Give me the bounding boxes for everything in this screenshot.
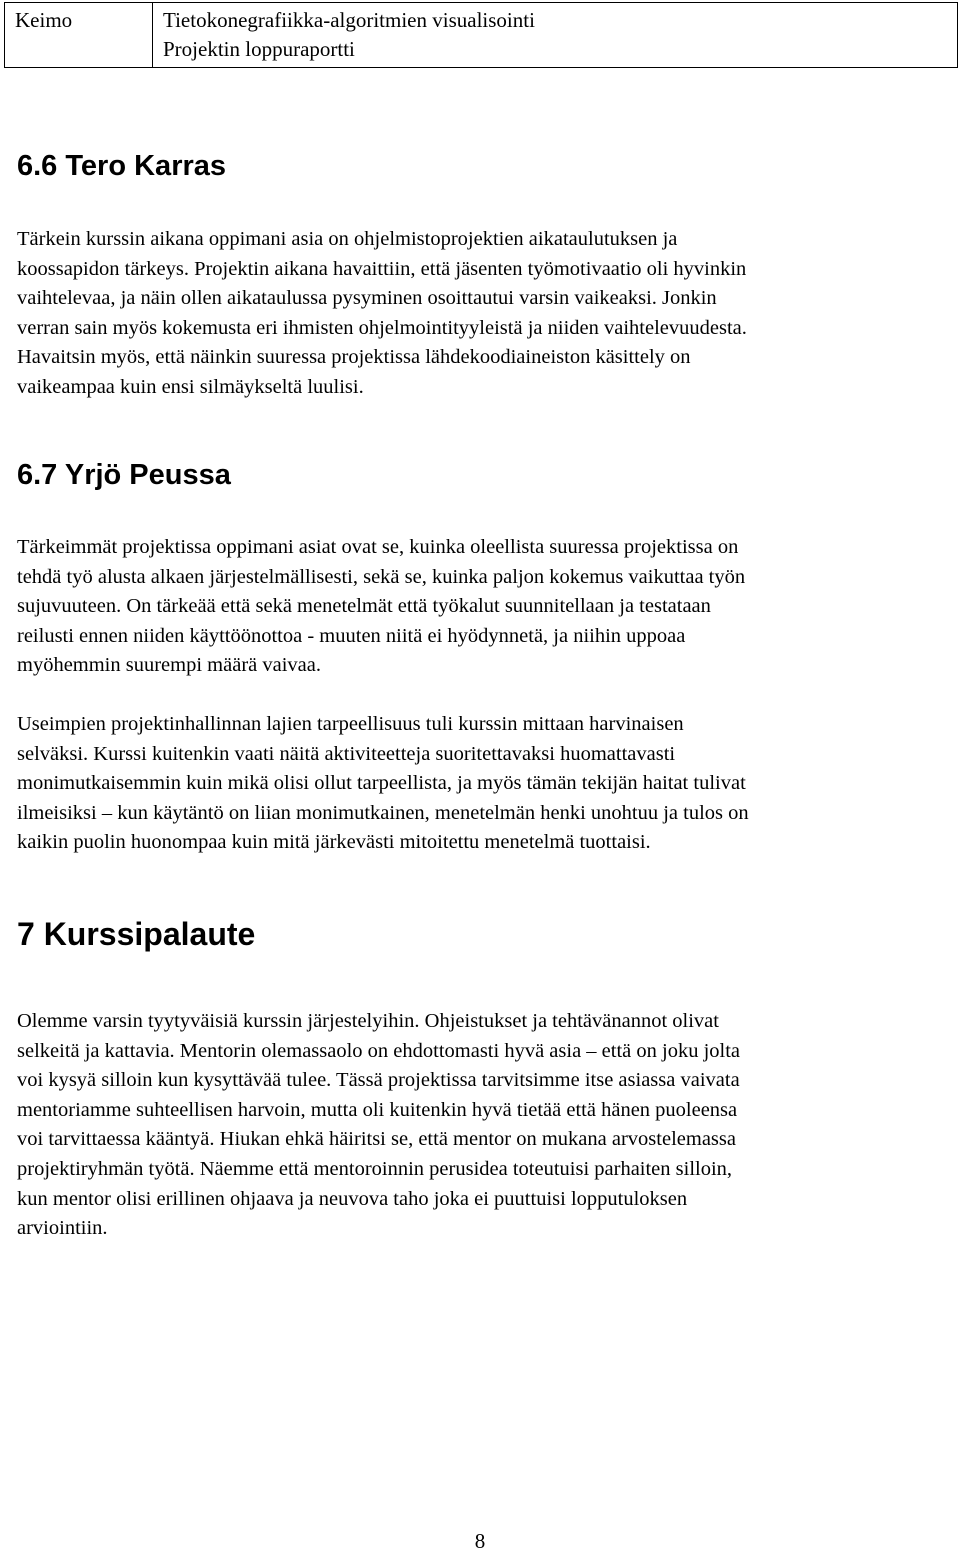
text-line: monimutkaisemmin kuin mikä olisi ollut tarpeellista, ja myös tämän tekijän haitat tulivat <box>17 772 746 795</box>
page-number: 8 <box>474 1529 486 1553</box>
text-line: Tärkeimmät projektissa oppimani asiat ovat se, kuinka oleellista suuressa projektissa on <box>17 536 739 558</box>
header-doc-title: Projektin loppuraportti <box>163 37 355 61</box>
text-line: arviointiin. <box>17 1217 108 1240</box>
text-line: Tärkein kurssin aikana oppimani asia on ohjelmistoprojektien aikataulutuksen ja <box>17 228 678 250</box>
text-line: myöhemmin suurempi määrä vaivaa. <box>17 654 321 677</box>
page-header <box>4 2 958 68</box>
text-line: projektiryhmän työtä. Näemme että mentoroinnin perusidea toteutuisi parhaiten silloin, <box>17 1157 733 1180</box>
text-line: verran sain myös kokemusta eri ihmisten ohjelmointityyleistä ja niiden vaihtelevuudesta. <box>17 316 747 339</box>
text-line: voi kysyä silloin kun kysyttävää tulee. Tässä projektissa tarvitsimme itse asiassa vaivata <box>17 1069 740 1092</box>
text-line: ilmeisiksi – kun käytäntö on liian monimutkainen, menetelmän henki unohtuu ja tulos on <box>17 801 749 824</box>
text-line: kaikin puolin huonompaa kuin mitä järkevästi mitoitettu menetelmä tuottaisi. <box>17 831 651 854</box>
text-line: Olemme varsin tyytyväisiä kurssin järjestelyihin. Ohjeistukset ja tehtävänannot olivat <box>17 1010 719 1032</box>
text-line: koossapidon tärkeys. Projektin aikana havaittiin, että jäsenten työmotivaatio oli hyvinkin <box>17 257 747 280</box>
text-line: vaihtelevaa, ja näin ollen aikataulussa pysyminen osoittautui varsin vaikeaksi. Jonkin <box>17 287 717 310</box>
paragraph-6-6 <box>17 225 947 403</box>
text-line: vaikeampaa kuin ensi silmäykseltä luulisi. <box>17 375 364 398</box>
text-line: sujuvuuteen. On tärkeää että sekä menetelmät että työkalut suunnitellaan ja testataan <box>17 595 711 618</box>
paragraph-6-7-a <box>17 533 947 681</box>
header-author: Keimo <box>5 3 153 68</box>
text-line: kun mentor olisi erillinen ohjaava ja neuvova taho joka ei puuttuisi lopputuloksen <box>17 1187 688 1210</box>
section-heading-7: 7 Kurssipalaute <box>17 916 256 952</box>
text-line: selkeitä ja kattavia. Mentorin olemassaolo on ehdottomasti hyvä asia – että on joku jolta <box>17 1039 741 1062</box>
text-line: tehdä työ alusta alkaen järjestelmällisesti, sekä se, kuinka paljon kokemus vaikuttaa työn <box>17 565 746 588</box>
header-right <box>153 3 958 68</box>
header-course: Tietokonegrafiikka-algoritmien visualisointi <box>163 8 535 32</box>
text-line: Havaitsin myös, että näinkin suuressa projektissa lähdekoodiaineiston käsittely on <box>17 346 691 369</box>
paragraph-7 <box>17 1007 947 1244</box>
text-line: selväksi. Kurssi kuitenkin vaati näitä aktiviteetteja suoritettavaksi huomattavasti <box>17 742 676 765</box>
text-line: mentoriamme suhteellisen harvoin, mutta oli kuitenkin hyvä tietää että hänen puoleensa <box>17 1098 738 1121</box>
paragraph-6-7-b <box>17 710 947 858</box>
text-line: reilusti ennen niiden käyttöönottoa - muuten niitä ei hyödynnetä, ja niihin uppoaa <box>17 624 686 647</box>
section-heading-6-7: 6.7 Yrjö Peussa <box>17 459 231 491</box>
text-line: voi tarvittaessa kääntyä. Hiukan ehkä häiritsi se, että mentor on mukana arvostelemassa <box>17 1128 736 1151</box>
section-heading-6-6: 6.6 Tero Karras <box>17 150 227 182</box>
text-line: Useimpien projektinhallinnan lajien tarpeellisuus tuli kurssin mittaan harvinaisen <box>17 713 684 735</box>
